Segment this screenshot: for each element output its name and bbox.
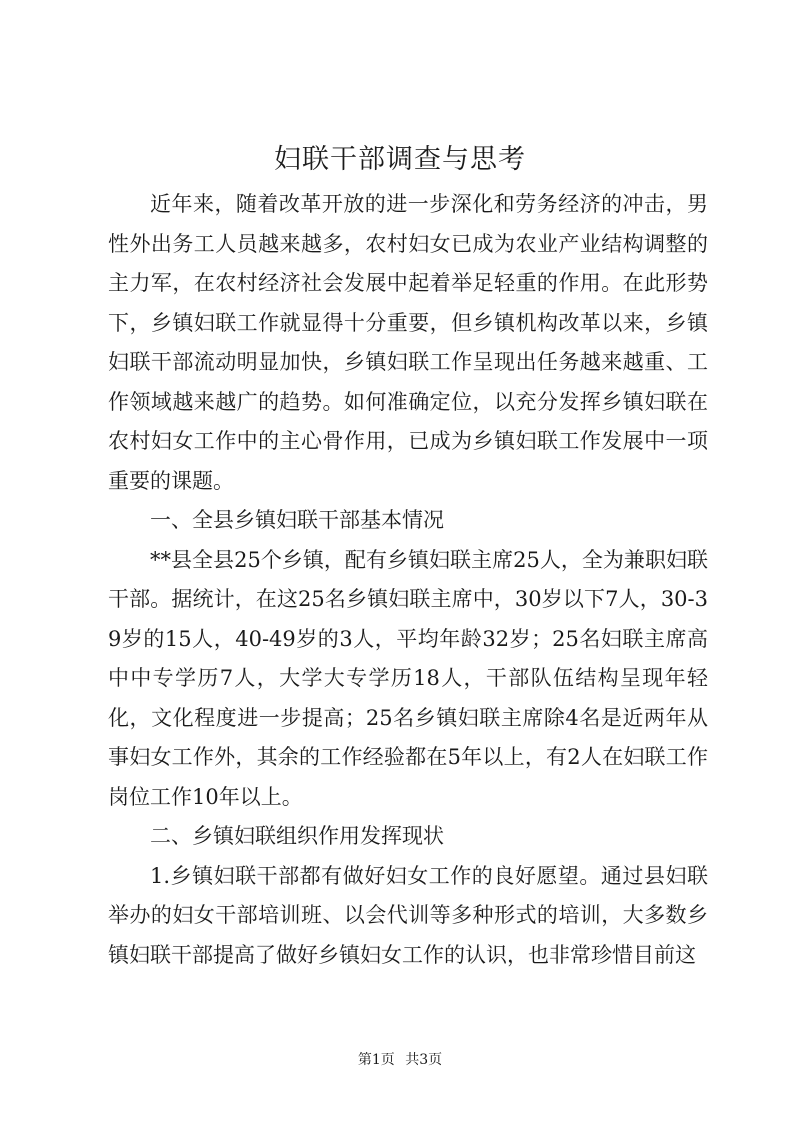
page-number: 第1页 (357, 1052, 395, 1068)
paragraph-intro: 近年来，随着改革开放的进一步深化和劳务经济的冲击，男性外出务工人员越来越多，农村妇女已成为农业产业结构调整的主力军，在农村经济社会发展中起着举足轻重的作用。在此形势下，乡镇妇联工作就显得十分重要，但乡镇机构改革以来，乡镇妇联干部流动明显加快，乡镇妇联工作呈现出任务越来越重、工作领域越来越广的趋势。如何准确定位，以充分发挥乡镇妇联在农村妇女工作中的主心骨作用，已成为乡镇妇联工作发展中一项重要的课题。 (108, 192, 708, 493)
section-heading-2: 二、乡镇妇联组织作用发挥现状 (150, 824, 444, 848)
page-footer (0, 1050, 800, 1070)
page-total: 共3页 (405, 1052, 443, 1068)
paragraph-basic-situation: **县全县25个乡镇，配有乡镇妇联主席25人，全为兼职妇联干部。据统计，在这25名乡镇妇联主席中，30岁以下7人，30-39岁的15人，40-49岁的3人，平均年龄32岁；25名妇联主席高中中专学历7人，大学大专学历18人，干部队伍结构呈现年轻化，文化程度进一步提高；25名乡镇妇联主席除4名是近两年从事妇女工作外，其余的工作经验都在5年以上，有2人在妇联工作岗位工作10年以上。 (108, 547, 708, 809)
document-title: 妇联干部调查与思考 (274, 144, 526, 175)
paragraph-point-1: 1.乡镇妇联干部都有做好妇女工作的良好愿望。通过县妇联举办的妇女干部培训班、以会代训等多种形式的培训，大多数乡镇妇联干部提高了做好乡镇妇女工作的认识，也非常珍惜目前这 (108, 863, 708, 967)
section-heading-1: 一、全县乡镇妇联干部基本情况 (150, 508, 444, 532)
document-body (108, 185, 708, 975)
